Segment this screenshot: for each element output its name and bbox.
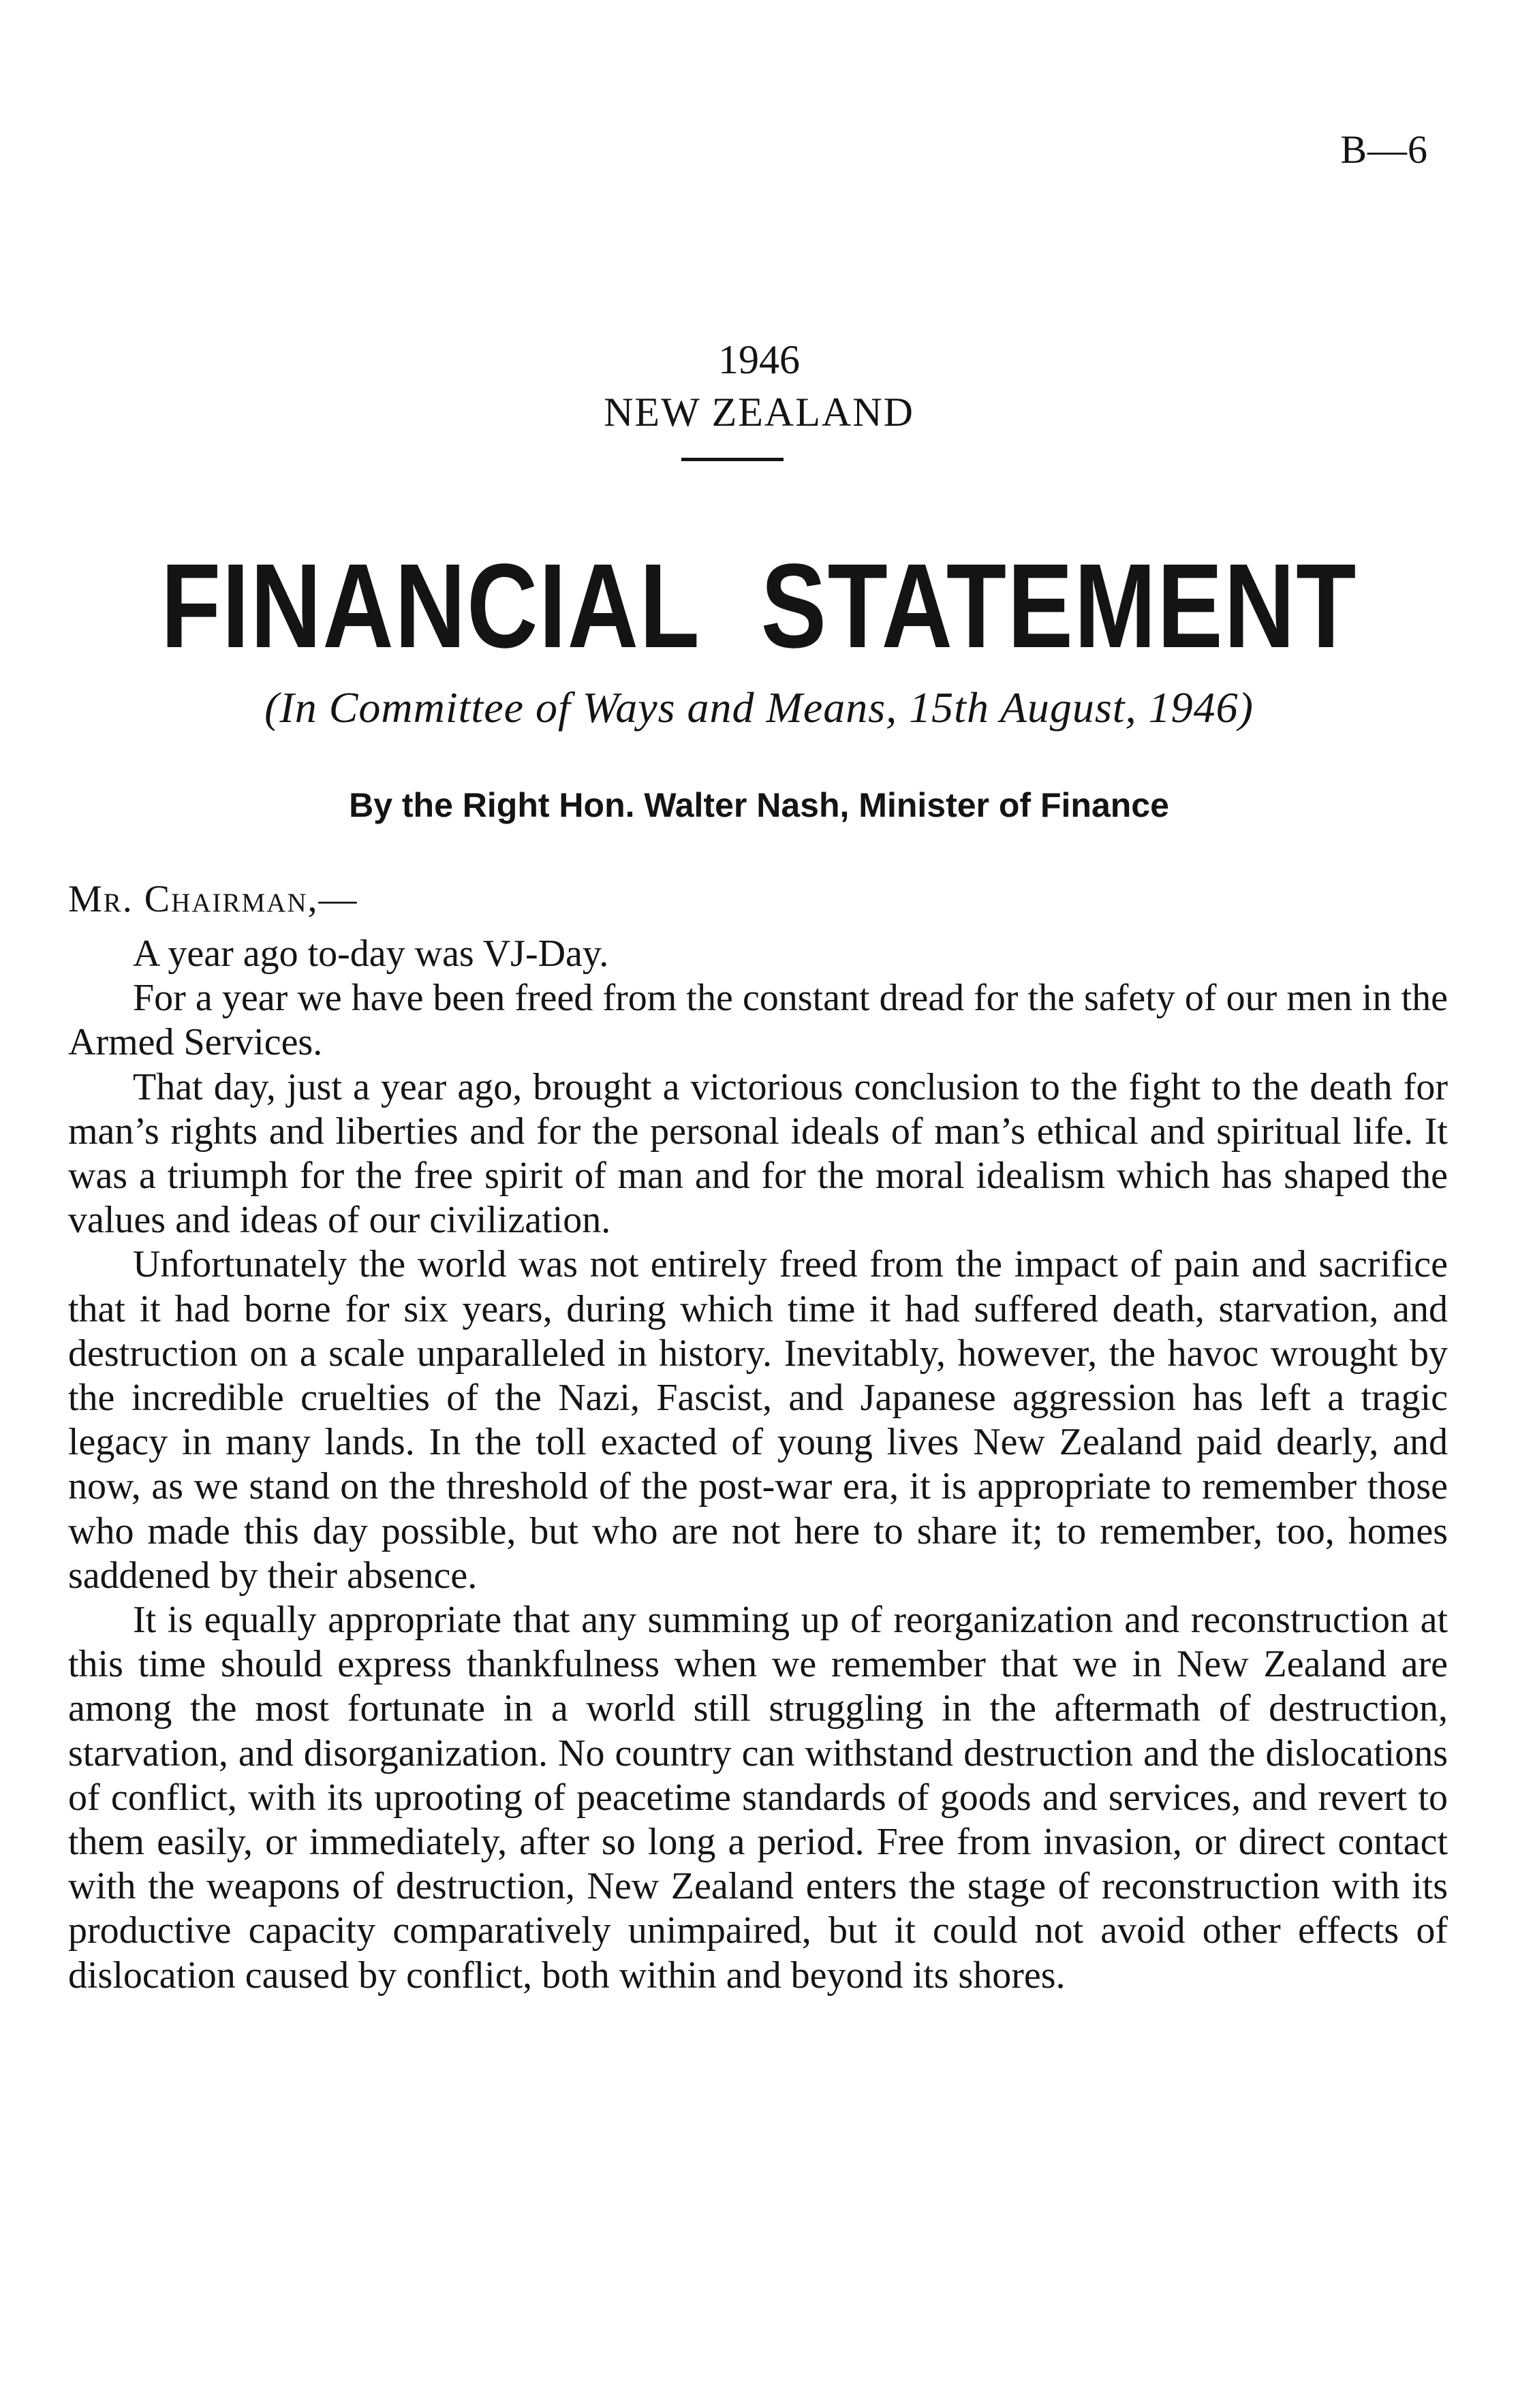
page-code: B—6 — [1340, 127, 1428, 172]
body-text — [68, 932, 1448, 1998]
salutation: Mr. Chairman,— — [68, 878, 358, 920]
document-title: FINANCIAL STATEMENT — [161, 540, 1357, 673]
document-subtitle: (In Committee of Ways and Means, 15th August, 1946) — [264, 683, 1254, 732]
paragraph: A year ago to-day was VJ-Day. — [133, 933, 609, 975]
publication-year: 1946 — [718, 337, 800, 382]
country-heading: NEW ZEALAND — [604, 390, 914, 435]
paragraph: Unfortunately the world was not entirely freed from the impact of pain and sacrifice that it had borne for six years, during which time it had suffered death, starvation, and destruction on a scale unparalleled in history. Inevitably, however, the havoc wrought by the incredible cruelties of the Nazi, Fascist, and Japanese aggression has left a tragic legacy in many lands. In the toll exacted of young lives New Zealand paid dearly, and now, as we stand on the threshold of the post-war era, it is appropriate to remember those who made this day possible, but who are not here to share it; to remember, too, homes saddened by their absence. — [68, 1243, 1448, 1597]
byline: By the Right Hon. Walter Nash, Minister of Finance — [349, 786, 1169, 824]
paragraph: It is equally appropriate that any summing up of reorganization and reconstruction at this time should express thankfulness when we remember that we in New Zealand are among the most fortunate in a world still struggling in the aftermath of destruction, starvation, and disorganization. No country can withstand destruction and the dislocations of conflict, with its uprooting of peacetime standards of goods and services, and revert to them easily, or immediately, after so long a period. Free from invasion, or direct contact with the weapons of destruction, New Zealand enters the stage of reconstruction with its productive capacity comparatively unimpaired, but it could not avoid other effects of dislocation caused by conflict, both within and beyond its shores. — [68, 1599, 1448, 1997]
paragraph: That day, just a year ago, brought a victorious conclusion to the fight to the death for man’s rights and liberties and for the personal ideals of man’s ethical and spiritual life. It was a triumph for the free spirit of man and for the moral idealism which has shaped the values and ideas of our civilization. — [68, 1065, 1448, 1242]
heading-rule — [681, 458, 784, 461]
paragraph: For a year we have been freed from the constant dread for the safety of our men in the Armed Services. — [68, 977, 1448, 1064]
